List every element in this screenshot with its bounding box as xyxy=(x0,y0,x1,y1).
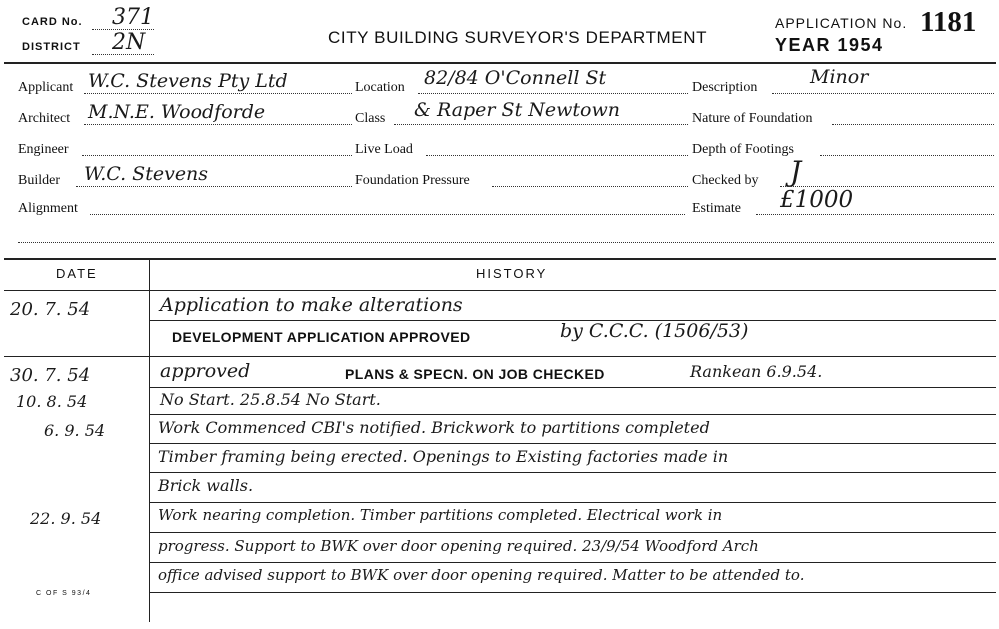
history-entry: by C.C.C. (1506/53) xyxy=(560,320,749,342)
history-entry: Work nearing completion. Timber partitions completed. Electrical work in xyxy=(158,506,723,524)
district-label: DISTRICT xyxy=(22,41,81,53)
builder-value: W.C. Stevens xyxy=(84,163,209,185)
checked-by-value: J xyxy=(790,155,802,188)
live-load-label: Live Load xyxy=(355,142,413,157)
class-value: & Raper St Newtown xyxy=(414,99,620,121)
date-header: DATE xyxy=(56,266,98,281)
description-value: Minor xyxy=(810,66,869,88)
builder-label: Builder xyxy=(18,173,60,188)
class-label: Class xyxy=(355,111,386,126)
development-approved-stamp: DEVELOPMENT APPLICATION APPROVED xyxy=(172,329,471,345)
history-entry: Work Commenced CBI's notified. Brickwork to partitions completed xyxy=(158,418,710,437)
history-date: 10. 8. 54 xyxy=(16,392,88,411)
history-entry: office advised support to BWK over door opening required. Matter to be attended to. xyxy=(158,566,805,584)
nature-of-foundation-label: Nature of Foundation xyxy=(692,111,813,126)
checked-signature: Rankean 6.9.54. xyxy=(690,362,823,381)
history-entry: approved xyxy=(160,360,251,382)
history-entry: Application to make alterations xyxy=(160,294,463,316)
plans-checked-stamp: PLANS & SPECN. ON JOB CHECKED xyxy=(345,366,605,382)
form-code: C OF S 93/4 xyxy=(36,590,92,597)
estimate-value: £1000 xyxy=(780,187,854,213)
history-date: 20. 7. 54 xyxy=(10,299,91,320)
estimate-label: Estimate xyxy=(692,201,741,216)
location-value: 82/84 O'Connell St xyxy=(424,67,607,89)
department-title: CITY BUILDING SURVEYOR'S DEPARTMENT xyxy=(328,28,708,47)
history-header: HISTORY xyxy=(476,266,548,281)
date-column-divider xyxy=(149,260,150,622)
checked-by-label: Checked by xyxy=(692,173,759,188)
architect-value: M.N.E. Woodforde xyxy=(88,101,266,123)
application-no-value: 1181 xyxy=(920,6,977,38)
card-no-label: CARD No. xyxy=(22,16,83,28)
history-entry: Timber framing being erected. Openings to Existing factories made in xyxy=(158,447,729,466)
card-no-value: 371 xyxy=(112,5,154,30)
foundation-pressure-label: Foundation Pressure xyxy=(355,173,470,188)
history-date: 6. 9. 54 xyxy=(44,421,106,440)
district-value: 2N xyxy=(112,30,146,55)
applicant-value: W.C. Stevens Pty Ltd xyxy=(88,70,288,92)
history-entry: Brick walls. xyxy=(158,476,254,495)
history-entry: progress. Support to BWK over door opening required. 23/9/54 Woodford Arch xyxy=(158,537,759,555)
history-date: 22. 9. 54 xyxy=(30,509,102,528)
year-label: YEAR 1954 xyxy=(775,35,884,55)
history-date: 30. 7. 54 xyxy=(10,365,91,386)
description-label: Description xyxy=(692,80,758,95)
application-no-label: APPLICATION No. xyxy=(775,15,908,31)
architect-label: Architect xyxy=(18,111,71,126)
alignment-label: Alignment xyxy=(18,201,78,216)
applicant-label: Applicant xyxy=(18,80,74,95)
depth-of-footings-label: Depth of Footings xyxy=(692,142,794,157)
engineer-label: Engineer xyxy=(18,142,69,157)
location-label: Location xyxy=(355,80,405,95)
history-entry: No Start. 25.8.54 No Start. xyxy=(160,390,381,409)
